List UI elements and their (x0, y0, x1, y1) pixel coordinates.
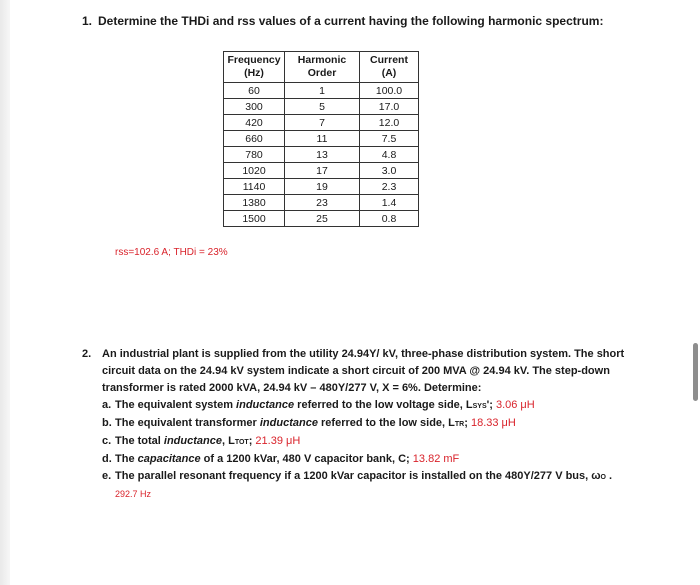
cell-frequency: 1140 (224, 179, 285, 195)
table-row (224, 211, 419, 227)
header-frequency: Frequency (Hz) (224, 52, 285, 83)
cell-frequency: 1500 (224, 211, 285, 227)
table-header-row (224, 52, 419, 83)
question-2-item-a: a. The equivalent system inductance referred to the low voltage side, LSYS'; 3.06 μH (102, 399, 535, 411)
header-current: Current (A) (360, 52, 419, 83)
harmonic-spectrum-table (223, 51, 419, 227)
answer-e: 292.7 Hz (115, 489, 152, 499)
header-harmonic-order: Harmonic Order (285, 52, 360, 83)
answer-c: 21.39 μH (255, 435, 301, 447)
cell-current: 12.0 (360, 115, 419, 131)
table-row (224, 147, 419, 163)
table-row (224, 195, 419, 211)
table-row (224, 131, 419, 147)
cell-order: 19 (285, 179, 360, 195)
cell-order: 25 (285, 211, 360, 227)
question-2-item-e: e. The parallel resonant frequency if a 1200 kVar capacitor is installed on the 480Y/277 V bus, ωO . (102, 470, 613, 482)
table-row (224, 83, 419, 99)
cell-current: 3.0 (360, 163, 419, 179)
table-row (224, 163, 419, 179)
window-left-edge (0, 0, 10, 585)
cell-frequency: 60 (224, 83, 285, 99)
table-row (224, 179, 419, 195)
cell-current: 2.3 (360, 179, 419, 195)
cell-current: 100.0 (360, 83, 419, 99)
table-row (224, 99, 419, 115)
vertical-scrollbar[interactable] (693, 343, 698, 401)
question-2-intro-line: circuit data on the 24.94 kV system indicate a short circuit of 200 MVA @ 24.94 kV. The step-down (102, 365, 610, 377)
cell-frequency: 780 (224, 147, 285, 163)
cell-order: 11 (285, 131, 360, 147)
question-2-item-b: b. The equivalent transformer inductance referred to the low side, LTR; 18.33 μH (102, 417, 516, 429)
cell-order: 1 (285, 83, 360, 99)
cell-current: 1.4 (360, 195, 419, 211)
table-row (224, 115, 419, 131)
question-2 (82, 346, 642, 503)
question-1-number: 1. (82, 14, 93, 28)
cell-order: 23 (285, 195, 360, 211)
question-2-number: 2. (82, 348, 92, 360)
cell-order: 17 (285, 163, 360, 179)
question-1-answer: rss=102.6 A; THDi = 23% (115, 247, 228, 258)
cell-order: 5 (285, 99, 360, 115)
cell-frequency: 420 (224, 115, 285, 131)
question-1 (82, 14, 603, 28)
cell-current: 17.0 (360, 99, 419, 115)
question-2-item-d: d. The capacitance of a 1200 kVar, 480 V capacitor bank, C; 13.82 mF (102, 453, 460, 465)
cell-frequency: 1380 (224, 195, 285, 211)
cell-current: 0.8 (360, 211, 419, 227)
cell-frequency: 660 (224, 131, 285, 147)
cell-frequency: 1020 (224, 163, 285, 179)
cell-frequency: 300 (224, 99, 285, 115)
question-1-text: Determine the THDi and rss values of a current having the following harmonic spectrum: (98, 14, 604, 28)
question-2-item-c: c. The total inductance, LTOT; 21.39 μH (102, 435, 301, 447)
question-2-intro-line: An industrial plant is supplied from the utility 24.94Y/ kV, three-phase distribution system. The short (102, 348, 625, 360)
answer-d: 13.82 mF (412, 453, 460, 465)
answer-b: 18.33 μH (470, 417, 516, 429)
question-2-intro-line: transformer is rated 2000 kVA, 24.94 kV – 480Y/277 V, X = 6%. Determine: (102, 382, 482, 394)
cell-order: 13 (285, 147, 360, 163)
answer-a: 3.06 μH (495, 399, 535, 411)
cell-current: 4.8 (360, 147, 419, 163)
cell-order: 7 (285, 115, 360, 131)
cell-current: 7.5 (360, 131, 419, 147)
